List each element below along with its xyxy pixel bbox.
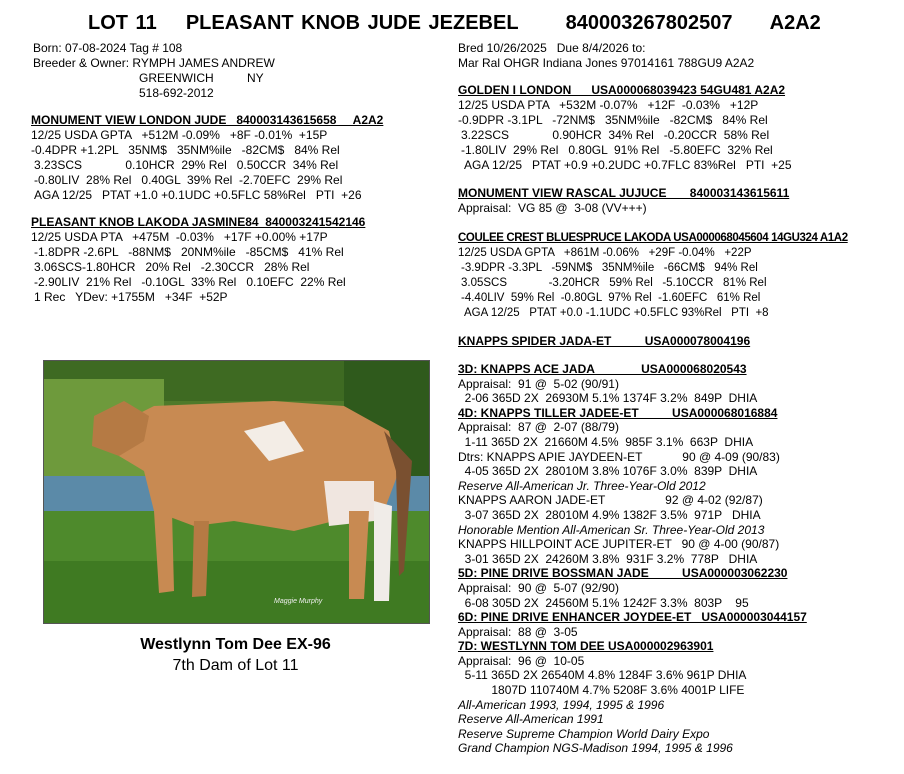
photographer-watermark: Maggie Murphy (274, 598, 323, 605)
breeder-line: Breeder & Owner: RYMPH JAMES ANDREW (33, 56, 275, 70)
born-line: Born: 07-08-2024 Tag # 108 (33, 41, 183, 55)
coulee-line: 3.05SCS -3.20HCR 59% Rel -5.10CCR 81% Rel (461, 277, 767, 289)
breeder-city: GREENWICH NY (139, 71, 264, 85)
pedigree-line: 6-08 305D 2X 24560M 5.1% 1242F 3.3% 803P 95 (458, 595, 749, 610)
sire-line: -0.4DPR +1.2PL 35NM$ 35NM%ile -82CM$ 84% Rel (31, 143, 340, 157)
beta-casein: A2A2 (769, 12, 821, 34)
golden-line: -0.9DPR -3.1PL -72NM$ 35NM%ile -82CM$ 84% Rel (458, 113, 768, 127)
coulee-line: -3.9DPR -3.3PL -59NM$ 35NM%ile -66CM$ 94% Rel (461, 262, 758, 274)
sire-line: AGA 12/25 PTAT +1.0 +0.1UDC +0.5FLC 58%Rel PTI +26 (34, 188, 362, 202)
breeder-phone: 518-692-2012 (139, 86, 214, 100)
dam-header: PLEASANT KNOB LAKODA JASMINE84 840003241542146 (31, 215, 366, 229)
pedigree-award: Grand Champion NGS-Madison 1994, 1995 & 1996 (458, 741, 733, 756)
pedigree-award: Reserve Supreme Champion World Dairy Expo (458, 726, 710, 741)
spider-header: KNAPPS SPIDER JADA-ET USA000078004196 (458, 334, 751, 348)
pedigree-line: Appraisal: 91 @ 5-02 (90/91) (458, 376, 619, 391)
lot-number: LOT 11 (88, 12, 157, 34)
born-info (33, 41, 275, 101)
pedigree-award: Honorable Mention All-American Sr. Three-Year-Old 2013 (458, 522, 765, 537)
coulee-line: AGA 12/25 PTAT +0.0 -1.1UDC +0.5FLC 93%Rel PTI +8 (464, 307, 769, 319)
pedigree-line: Appraisal: 90 @ 5-07 (92/90) (458, 580, 619, 595)
bred-sire-line: Mar Ral OHGR Indiana Jones 97014161 788GU9 A2A2 (458, 56, 755, 70)
pedigree-header: 6D: PINE DRIVE ENHANCER JOYDEE-ET USA000003044157 (458, 610, 807, 625)
sire-header: MONUMENT VIEW LONDON JUDE 840003143615658 A2A2 (31, 113, 384, 127)
sire-line: 12/25 USDA GPTA +512M -0.09% +8F -0.01% +15P (31, 128, 328, 142)
pedigree-line: 1807D 110740M 4.7% 5208F 3.6% 4001P LIFE (458, 683, 745, 698)
dam-line: 1 Rec YDev: +1755M +34F +52P (34, 290, 228, 304)
pedigree-line: 3-01 365D 2X 24260M 3.8% 931F 3.2% 778P DHIA (458, 551, 758, 566)
pedigree-header: 4D: KNAPPS TILLER JADEE-ET USA000068016884 (458, 405, 778, 420)
dam-line: 3.06SCS-1.80HCR 20% Rel -2.30CCR 28% Rel (34, 260, 310, 274)
coulee-line: -4.40LIV 59% Rel -0.80GL 97% Rel -1.60EFC 61% Rel (461, 292, 761, 304)
dam-block (31, 215, 365, 305)
golden-line: AGA 12/25 PTAT +0.9 +0.2UDC +0.7FLC 83%Rel PTI +25 (464, 158, 792, 172)
rascal-header: MONUMENT VIEW RASCAL JUJUCE 840003143615611 (458, 186, 790, 200)
photo-caption-name: Westlynn Tom Dee EX-96 (140, 636, 331, 653)
dam-line: -1.8DPR -2.6PL -88NM$ 20NM%ile -85CM$ 41% Rel (34, 245, 344, 259)
coulee-header: COULEE CREST BLUESPRUCE LAKODA USA000068045604 14GU324 A1A2 (458, 232, 848, 244)
pedigree-line: Appraisal: 88 @ 3-05 (458, 624, 578, 639)
dam-pedigree (458, 362, 807, 756)
dam-of-sire-block (458, 186, 789, 216)
cow-photo (43, 360, 430, 624)
golden-line: -1.80LIV 29% Rel 0.80GL 91% Rel -5.80EFC 32% Rel (461, 143, 773, 157)
pedigree-line: 2-06 365D 2X 26930M 5.1% 1374F 3.2% 849P DHIA (458, 391, 758, 406)
golden-line: 3.22SCS 0.90HCR 34% Rel -0.20CCR 58% Rel (461, 128, 770, 142)
sire-line: -0.80LIV 28% Rel 0.40GL 39% Rel -2.70EFC 29% Rel (34, 173, 343, 187)
golden-header: GOLDEN I LONDON USA000068039423 54GU481 A2A2 (458, 83, 786, 97)
dam-line: -2.90LIV 21% Rel -0.10GL 33% Rel 0.10EFC 22% Rel (34, 275, 346, 289)
pedigree-award: All-American 1993, 1994, 1995 & 1996 (458, 697, 665, 712)
pedigree-line: KNAPPS AARON JADE-ET 92 @ 4-02 (92/87) (458, 493, 763, 508)
pedigree-header: 3D: KNAPPS ACE JADA USA000068020543 (458, 362, 747, 376)
pedigree-line: Dtrs: KNAPPS APIE JAYDEEN-ET 90 @ 4-09 (90/83) (458, 449, 780, 464)
pedigree-award: Reserve All-American 1991 (458, 712, 604, 727)
photo-caption-sub: 7th Dam of Lot 11 (172, 657, 299, 674)
sire-of-dam-block (458, 231, 848, 321)
golden-line: 12/25 USDA PTA +532M -0.07% +12F -0.03% +12P (458, 98, 759, 112)
animal-name: PLEASANT KNOB JUDE JEZEBEL (185, 12, 519, 34)
cow-photo-image (44, 361, 429, 623)
pedigree-line: Appraisal: 87 @ 2-07 (88/79) (458, 420, 619, 435)
sire-of-sire-block (458, 83, 792, 173)
pedigree-header: 7D: WESTLYNN TOM DEE USA000002963901 (458, 639, 714, 654)
bred-info (458, 41, 754, 71)
rascal-line: Appraisal: VG 85 @ 3-08 (VV+++) (458, 201, 647, 215)
dam-line: 12/25 USDA PTA +475M -0.03% +17F +0.00% +17P (31, 230, 328, 244)
registration-number: 840003267802507 (565, 12, 733, 34)
bred-line: Bred 10/26/2025 Due 8/4/2026 to: (458, 41, 646, 55)
pedigree-line: KNAPPS HILLPOINT ACE JUPITER-ET 90 @ 4-00 (90/87) (458, 537, 780, 552)
sire-block (31, 113, 383, 203)
pedigree-award: Reserve All-American Jr. Three-Year-Old 2012 (458, 478, 706, 493)
sire-line: 3.23SCS 0.10HCR 29% Rel 0.50CCR 34% Rel (34, 158, 339, 172)
lot-title (88, 12, 821, 35)
pedigree-line: 1-11 365D 2X 21660M 4.5% 985F 3.1% 663P DHIA (458, 434, 754, 449)
pedigree-line: 3-07 365D 2X 28010M 4.9% 1382F 3.5% 971P DHIA (458, 507, 761, 522)
pedigree-line: 4-05 365D 2X 28010M 3.8% 1076F 3.0% 839P DHIA (458, 464, 758, 479)
pedigree-line: 5-11 365D 2X 26540M 4.8% 1284F 3.6% 961P DHIA (458, 668, 747, 683)
pedigree-line: Appraisal: 96 @ 10-05 (458, 653, 585, 668)
pedigree-header: 5D: PINE DRIVE BOSSMAN JADE USA000003062230 (458, 566, 788, 581)
dam-of-dam-block (458, 334, 750, 349)
coulee-line: 12/25 USDA GPTA +861M -0.06% +29F -0.04% +22P (458, 247, 752, 259)
